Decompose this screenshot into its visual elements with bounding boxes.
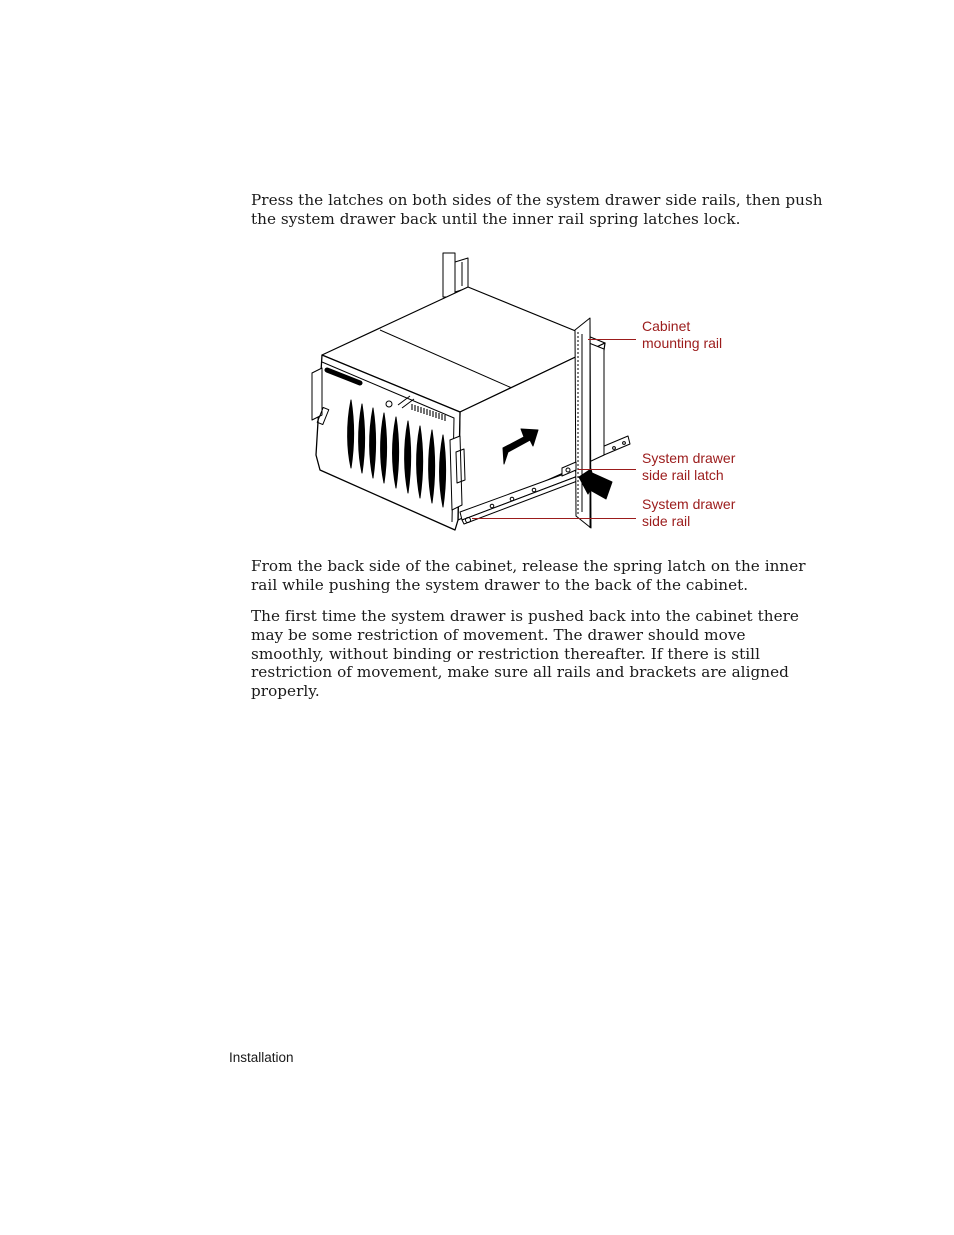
callout-cabinet-mounting-rail	[642, 318, 722, 352]
para3-line-1: The first time the system drawer is pushed back into the cabinet there	[251, 607, 799, 625]
para2-line-1: From the back side of the cabinet, release the spring latch on the inner	[251, 557, 806, 575]
restriction-paragraph	[251, 607, 799, 701]
callout-latch-line-2: side rail latch	[642, 467, 724, 483]
callout-cabinet-line-1: Cabinet	[642, 318, 691, 334]
para3-line-2: may be some restriction of movement. The drawer should move	[251, 625, 746, 644]
leader-side-rail	[472, 518, 636, 519]
drawer-body	[312, 287, 605, 530]
para2-line-2: rail while pushing the system drawer to the back of the cabinet.	[251, 575, 749, 594]
leader-cabinet-rail	[588, 339, 636, 340]
leader-latch	[578, 469, 636, 470]
intro-line-1: Press the latches on both sides of the system drawer side rails, then push	[251, 191, 823, 209]
intro-line-2: the system drawer back until the inner rail spring latches lock.	[251, 209, 741, 228]
para3-line-3: smoothly, without binding or restriction thereafter. If there is still	[251, 644, 760, 663]
callout-side-rail	[642, 496, 735, 530]
callout-side-rail-line-1: System drawer	[642, 496, 736, 512]
callout-side-rail-latch	[642, 450, 735, 484]
callout-latch-line-1: System drawer	[642, 450, 736, 466]
callout-cabinet-line-2: mounting rail	[642, 335, 723, 351]
para3-line-5: properly.	[251, 682, 320, 701]
intro-paragraph	[251, 191, 823, 229]
para3-line-4: restriction of movement, make sure all rails and brackets are aligned	[251, 663, 789, 682]
page-footer-label: Installation	[229, 1050, 294, 1065]
callout-side-rail-line-2: side rail	[642, 513, 691, 529]
cabinet-mounting-rail	[575, 318, 604, 528]
release-latch-paragraph	[251, 557, 806, 595]
